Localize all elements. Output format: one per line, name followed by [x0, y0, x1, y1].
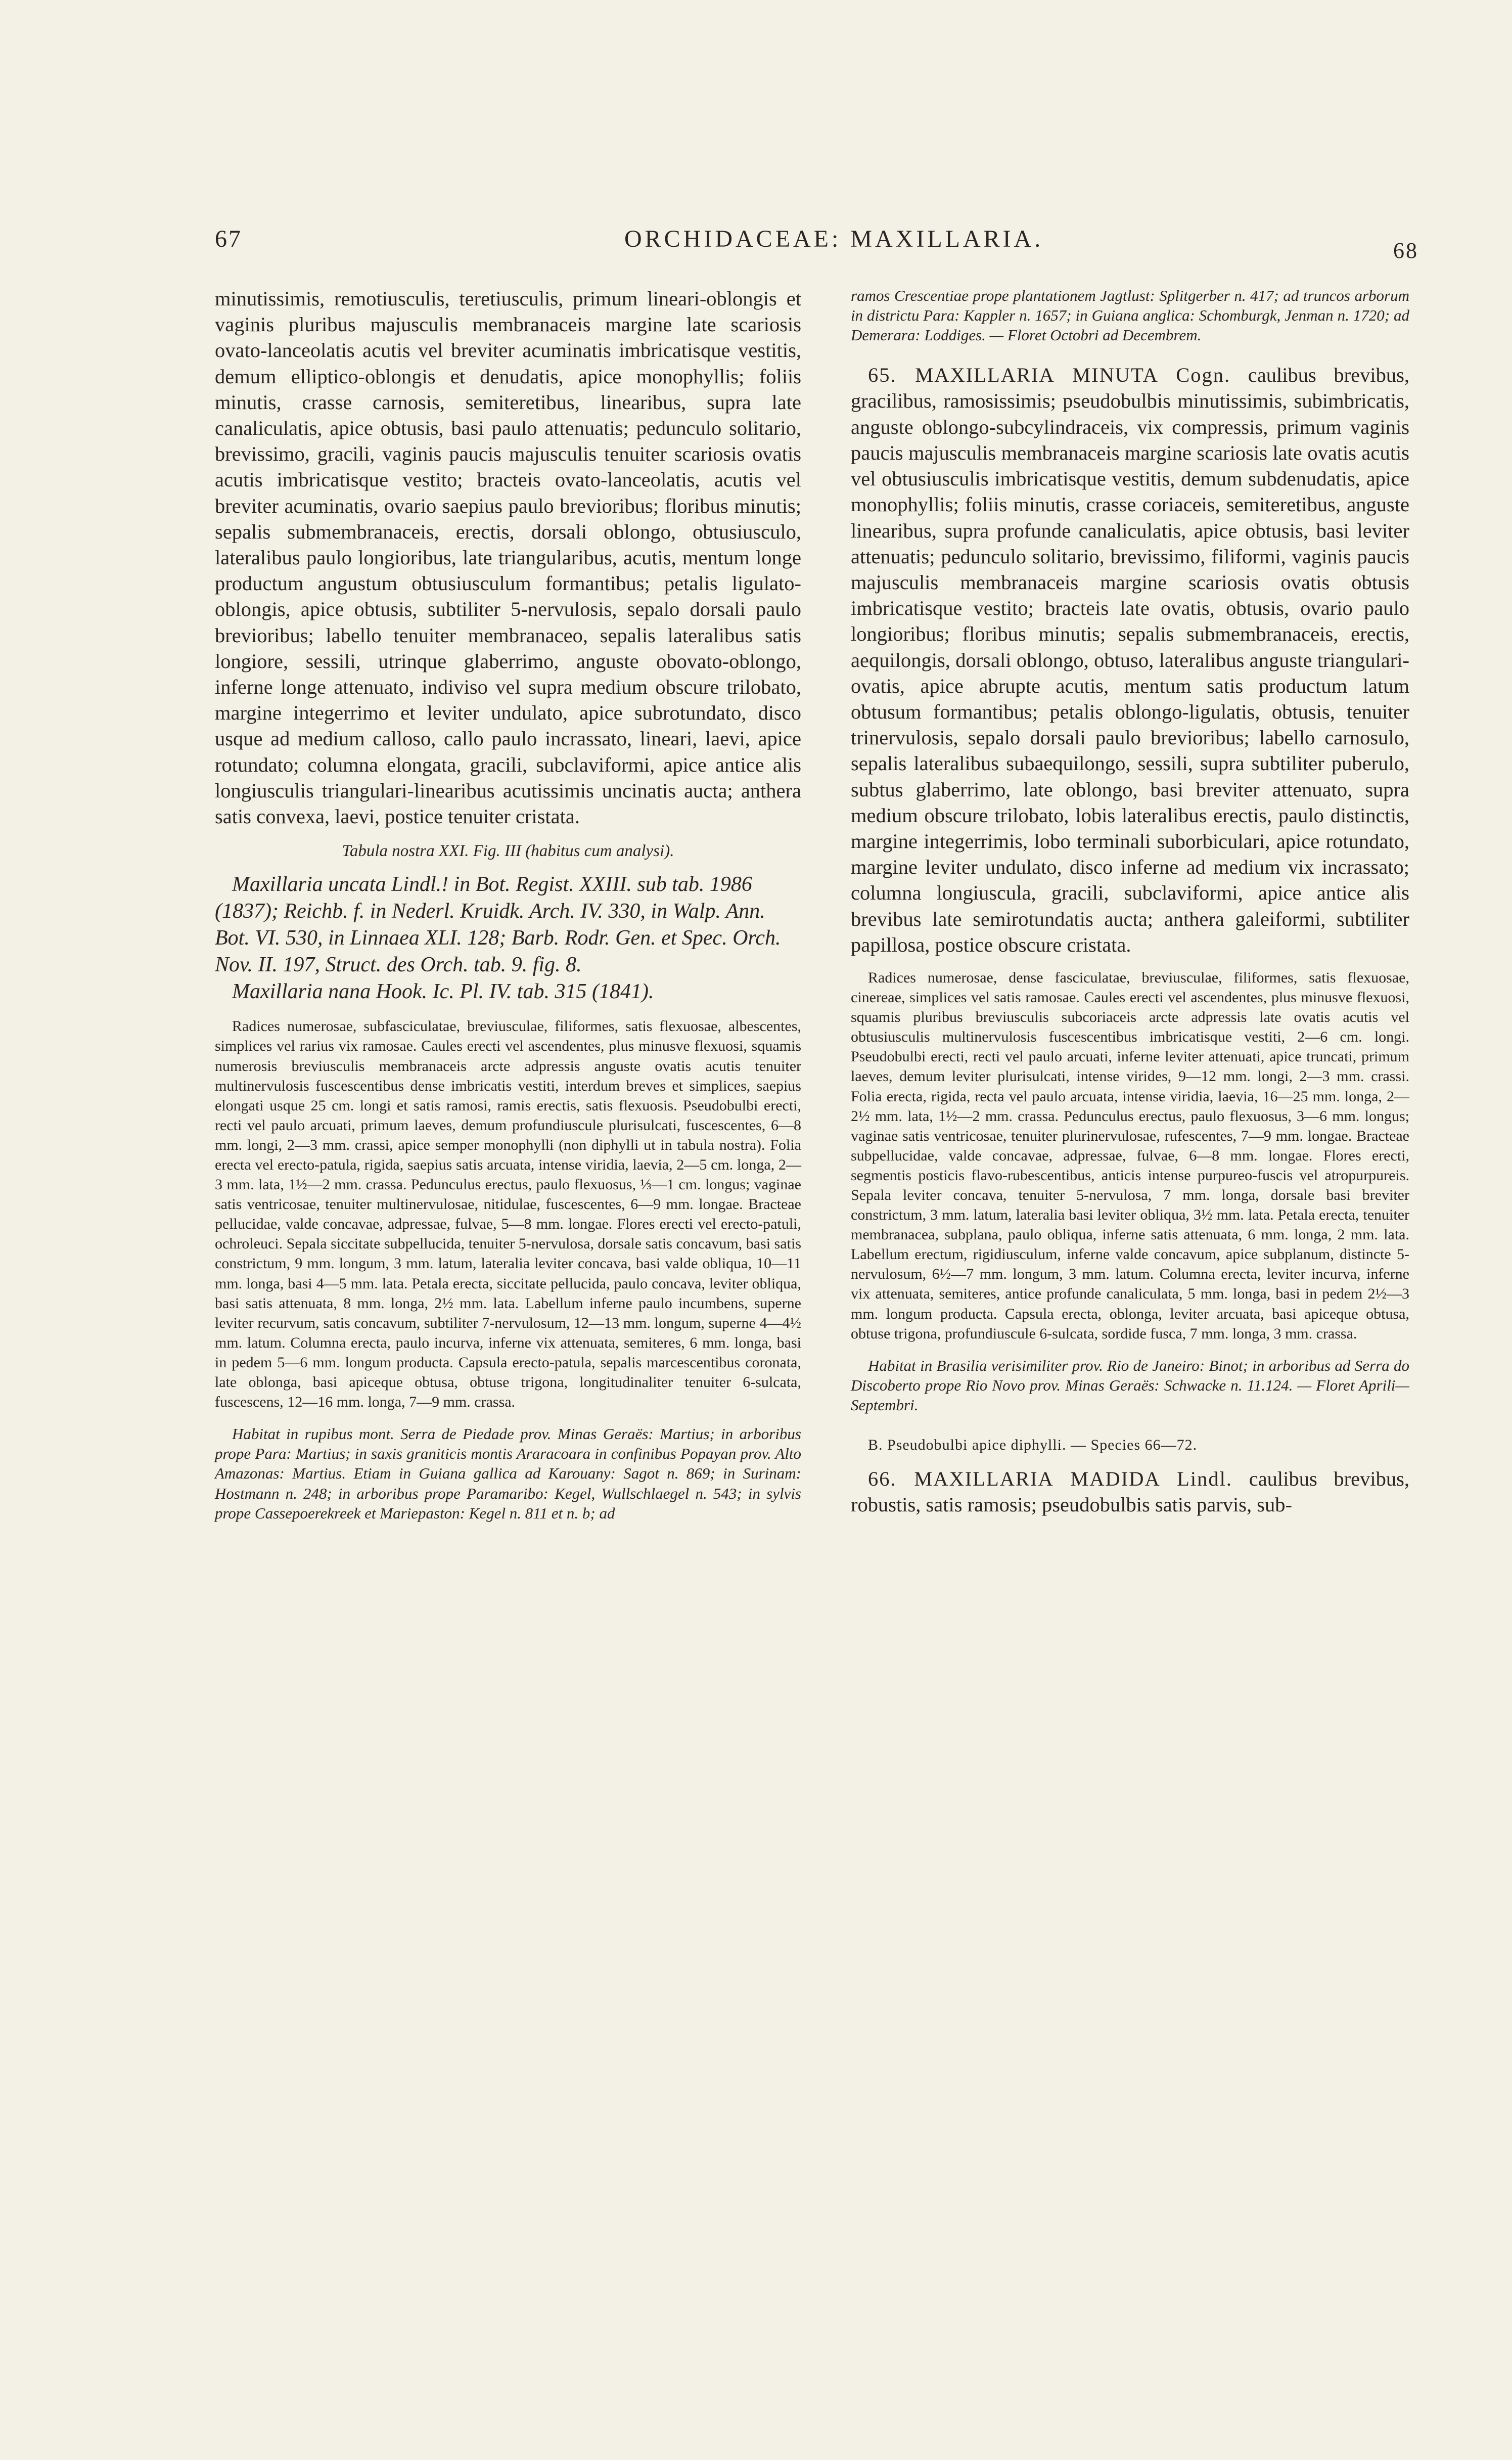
habitat-text: Habitat in rupibus mont. Serra de Piedade prov. Minas Geraës: Martius; in arboribus prope Para: Martius; in saxis graniticis montis Araracoara in confinibus Popayan prov. Alto Amazonas: Martius. Etiam in Guiana gallica ad Karouany: Sagot n. 869; in Surinam: Hostmann n. 248; in arboribus prope Paramaribo: Kegel, Wullschlaegel n. 543; in sylvis prope Cassepoerekreek et Mariepaston: Kegel n. 811 et n. b; ad [215, 1425, 801, 1522]
species-65-description: caulibus brevibus, gracilibus, ramosissimis; pseudobulbis minutissimis, subimbricatis, anguste oblongo-subcylindraceis, vix compressis, primum vaginis paucis majusculis membranaceis margine scariosis late ovatis acutis vel obtusiusculis imbricatisque vestitis, demum subdenudatis, apice monophyllis; foliis minutis, crasse coriaceis, semiteretibus, anguste linearibus, supra profunde canaliculatis, apice obtusis, basi leviter attenuatis; pedunculo solitario, brevissimo, filiformi, vaginis paucis majusculis membranaceis margine scariosis ovatis obtusis imbricatisque vestito; bracteis late ovatis, obtusis, ovario paulo longioribus; floribus minutis; sepalis submembranaceis, erectis, aequilongis, dorsali oblongo, obtuso, lateralibus anguste triangulari-ovatis, apice abrupte acutis, mentum satis productum latum obtusum formantibus; petalis oblongo-ligulatis, obtusis, tenuiter trinervulosis, sepalo dorsali paulo brevioribus; labello carnosulo, sepalis lateralibus subaequilongo, sessili, supra subtiliter puberulo, subtus glaberrimo, late oblongo, basi breviter attenuato, supra medium obscure trilobato, lobis lateralibus erectis, paulo distinctis, margine integerrimis, lobo terminali suborbiculari, apice rotundato, margine leviter undulato, disco inferne ad medium vix incrassato; columna longiuscula, gracili, subclaviformi, apice antice alis brevibus late semirotundatis aucta; anthera galeiformi, subtiliter papillosa, postice obscure cristata. [851, 364, 1409, 956]
section-b-heading: B. Pseudobulbi apice diphylli. — Species 66—72. [868, 1437, 1198, 1454]
synonym-nana: Maxillaria nana Hook. Ic. Pl. IV. tab. 315 (1841). [232, 980, 654, 1004]
running-title: ORCHIDACEAE: MAXILLARIA. [624, 226, 1044, 252]
synonym-uncata: Maxillaria uncata Lindl.! in Bot. Regist. XXIII. sub tab. 1986 (1837); Reichb. f. in Nederl. Kruidk. Arch. IV. 330, in Walp. Ann. Bot. VI. 530, in Linnaea XLI. 128; Barb. Rodr. Gen. et Spec. Orch. Nov. II. 197, Struct. des Orch. tab. 9. fig. 8. [215, 873, 781, 977]
page-number-right: 68 [1393, 238, 1418, 263]
plate-reference: Tabula nostra XXI. Fig. III (habitus cum analysi). [342, 842, 674, 861]
species-65-habitat: Habitat in Brasilia verisimiliter prov. Rio de Janeiro: Binot; in arboribus ad Serra do Discoberto prope Rio Novo prov. Minas Geraës: Schwacke n. 11.124. — Floret Aprili—Septembri. [851, 1356, 1409, 1414]
species-65-title: 65. MAXILLARIA MINUTA Cogn. [868, 364, 1231, 387]
species-66-title: 66. MAXILLARIA MADIDA Lindl. [868, 1467, 1233, 1491]
species-65-entry [851, 362, 1409, 958]
species-65-details: Radices numerosae, dense fasciculatae, breviusculae, filiformes, satis flexuosae, cinereae, simplices vel satis ramosae. Caules erecti vel ascendentes, plus minusve flexuosi, squamis pluribus breviusculis subcoriaceis arcte adpressis late ovatis acutis vel obtusiusculis multinervulosis fuscescentibus imbricatisque vestiti, 2—6 cm. longi. Pseudobulbi erecti, recti vel paulo arcuati, inferne leviter attenuati, apice truncati, primum laeves, demum leviter plurisulcati, intense virides, 9—12 mm. longi, 2—3 mm. crassi. Folia erecta, rigida, recta vel paulo arcuata, intense viridia, laevia, 16—25 mm. longa, 2—2½ mm. lata, 1½—2 mm. crassa. Pedunculus erectus, paulo flexuosus, 3—6 mm. longus; vaginae satis ventricosae, tenuiter plurinervulosae, rufescentes, 7—9 mm. longae. Bracteae subpellucidae, valde concavae, adpressae, fulvae, 6—8 mm. longae. Flores erecti, segmentis posticis flavo-rubescentibus, anticis intense purpureo-fuscis vel atropurpureis. Sepala leviter concava, tenuiter 5-nervulosa, 7 mm. longa, dorsale basi breviter constrictum, 3 mm. latum, lateralia basi leviter obliqua, 3½ mm. lata. Petala erecta, tenuiter membranacea, subplana, paulo obliqua, inferne satis attenuata, 6 mm. longa, 2 mm. lata. Labellum erectum, rigidiusculum, inferne valde concavum, apice subplanum, distincte 5-nervulosum, 6½—7 mm. longum, 3 mm. latum. Columna erecta, leviter incurva, inferne vix attenuata, semiteres, antice profunde canaliculata, 5 mm. longa, basi in pedem 2½—3 mm. longum producta. Capsula erecta, oblonga, leviter arcuata, basi apiceque obtusa, obtuse trigona, profundiuscule 6-sulcata, sordide fusca, 7 mm. longa, 3 mm. crassa. [851, 969, 1409, 1342]
species-66-description: caulibus brevibus, robustis, satis ramosis; pseudobulbis satis parvis, sub- [851, 1467, 1409, 1516]
left-column [215, 286, 801, 1523]
detailed-description: Radices numerosae, subfasciculatae, breviusculae, filiformes, satis flexuosae, albescentes, simplices vel rarius vix ramosae. Caules erecti vel ascendentes, plus minusve flexuosi, squamis numerosis breviusculis membranaceis arcte adpressis anguste ovatis acutis tenuiter multinervulosis fuscescentibus dense imbricatis vestiti, interdum breves et simplices, saepius elongati usque 25 cm. longi et satis ramosi, ramis erectis, satis flexuosis. Pseudobulbi erecti, recti vel paulo arcuati, primum laeves, demum profundiuscule plurisulcati, fuscescentes, 6—8 mm. longi, 2—3 mm. crassi, apice semper monophylli (non diphylli ut in tabula nostra). Folia erecta vel erecto-patula, rigida, saepius satis arcuata, intense viridia, laevia, 2—5 cm. longa, 2—3 mm. lata, 1½—2 mm. crassa. Pedunculus erectus, paulo flexuosus, ⅓—1 cm. longus; vaginae satis ventricosae, tenuiter multinervulosae, nitidulae, fuscescentes, 6—9 mm. longae. Bracteae pellucidae, valde concavae, adpressae, fulvae, 5—8 mm. longae. Flores erecti vel erecto-patuli, ochroleuci. Sepala siccitate subpellucida, tenuiter 5-nervulosa, dorsale satis concavum, basi satis constrictum, 9 mm. longum, 3 mm. latum, lateralia leviter concava, basi valde obliqua, 10—11 mm. longa, basi 4—5 mm. lata. Petala erecta, siccitate pellucida, paulo concava, leviter obliqua, basi satis attenuata, 8 mm. longa, 2½ mm. lata. Labellum inferne paulo incumbens, superne leviter recurvum, satis concavum, subtiliter 7-nervulosum, 12—13 mm. longum, superne 4—4½ mm. latum. Columna erecta, paulo incurva, inferne vix attenuata, semiteres, 6 mm. longa, basi in pedem 5—6 mm. longum producta. Capsula erecto-patula, sepalis marcescentibus coronata, late oblonga, basi apiceque obtusa, obtuse trigona, longitudinaliter tenuiter 6-sulcata, fuscescens, 12—16 mm. longa, 7—9 mm. crassa. [215, 1018, 801, 1411]
species-66-entry [851, 1466, 1409, 1517]
page-number-left: 67 [215, 226, 242, 252]
species-description-continued: minutissimis, remotiusculis, teretiusculis, primum lineari-oblongis et vaginis pluribus majusculis membranaceis margine late scariosis ovato-lanceolatis acutis vel breviter acuminatis imbricatisque vestitis, demum elliptico-oblongis et denudatis, apice monophyllis; foliis minutis, crasse carnosis, semiteretibus, linearibus, supra late canaliculatis, apice obtusis, basi paulo attenuatis; pedunculo solitario, brevissimo, gracili, vaginis paucis majusculis tenuiter scariosis ovatis acutis imbricatisque vestito; bracteis ovato-lanceolatis, acutis vel breviter acuminatis, ovario saepius paulo brevioribus; floribus minutis; sepalis submembranaceis, erectis, dorsali oblongo, obtusiusculo, lateralibus paulo longioribus, late triangularibus, acutis, mentum longe productum angustum obtusiusculum formantibus; petalis ligulato-oblongis, apice obtusis, subtiliter 5-nervulosis, sepalo dorsali paulo brevioribus; labello tenuiter membranaceo, sepalis lateralibus satis longiore, sessili, utrinque glaberrimo, anguste obovato-oblongo, inferne longe attenuato, indiviso vel supra medium obscure trilobato, margine integerrimo et leviter undulato, apice subrotundato, disco usque ad medium calloso, callo paulo incrassato, lineari, laevi, apice rotundato; columna elongata, gracili, subclaviformi, apice antice alis longiusculis triangulari-linearibus acutissimis uncinatis aucta; anthera satis convexa, laevi, postice tenuiter cristata. [215, 287, 801, 828]
right-column [851, 286, 1409, 1518]
habitat-continued: ramos Crescentiae prope plantationem Jagtlust: Splitgerber n. 417; ad truncos arborum in districtu Para: Kappler n. 1657; in Guiana anglica: Schomburgk, Jenman n. 1720; ad Demerara: Loddiges. — Floret Octobri ad Decembrem. [851, 287, 1409, 344]
